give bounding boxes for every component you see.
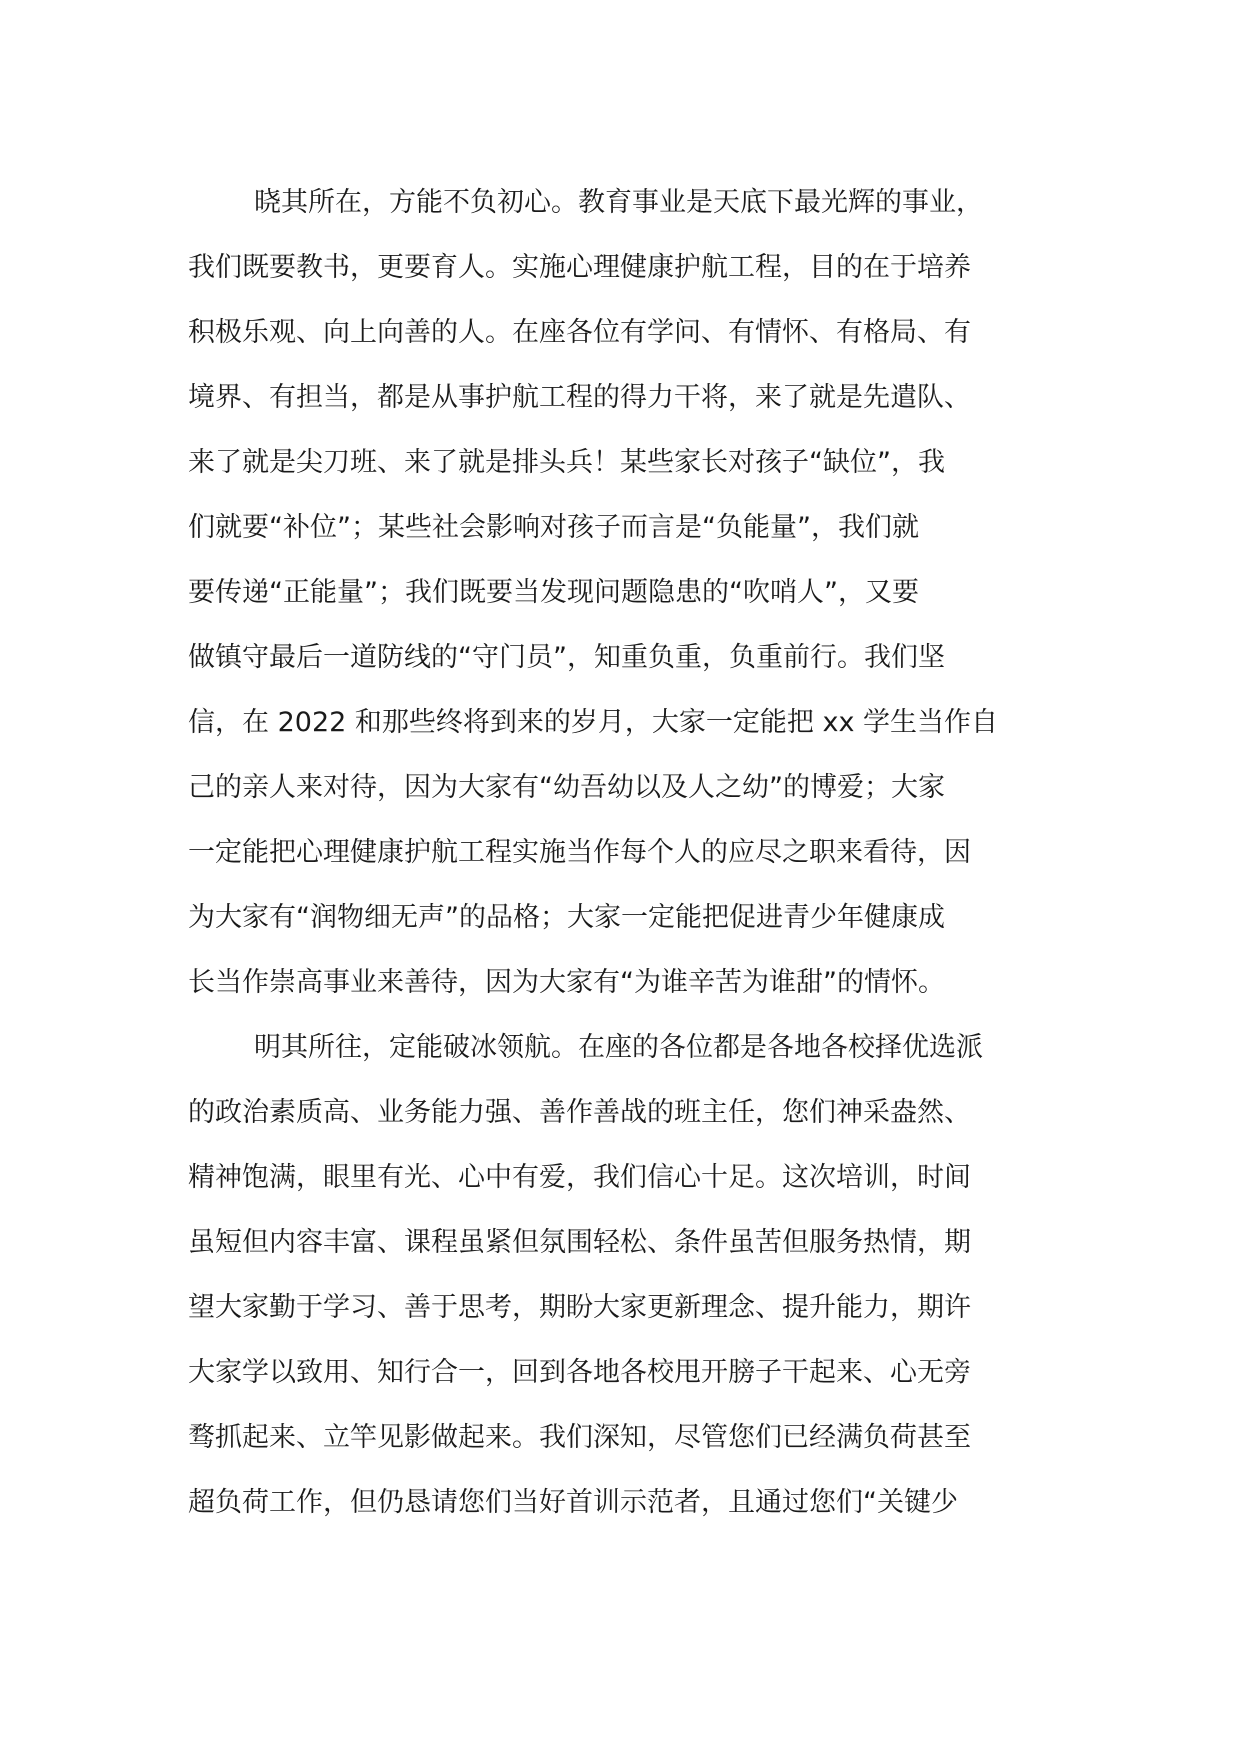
text-line: 超负荷工作，但仍恳请您们当好首训示范者，且通过您们“关键少 — [188, 1487, 958, 1518]
text-line: 我们既要教书，更要育人。实施心理健康护航工程，目的在于培养 — [188, 252, 971, 283]
text-line: 大家学以致用、知行合一，回到各地各校甩开膀子干起来、心无旁 — [188, 1357, 971, 1388]
text-line: 的政治素质高、业务能力强、善作善战的班主任，您们神采盎然、 — [188, 1097, 971, 1128]
text-line: 望大家勤于学习、善于思考，期盼大家更新理念、提升能力，期许 — [188, 1292, 971, 1323]
text-line: 骛抓起来、立竿见影做起来。我们深知，尽管您们已经满负荷甚至 — [188, 1422, 971, 1453]
text-line: 境界、有担当，都是从事护航工程的得力干将，来了就是先遣队、 — [188, 382, 971, 413]
text-line: 们就要“补位”；某些社会影响对孩子而言是“负能量”，我们就 — [188, 512, 919, 543]
text-line: 己的亲人来对待，因为大家有“幼吾幼以及人之幼”的博爱；大家 — [188, 772, 945, 803]
paragraph-1 — [188, 170, 1058, 1015]
text-line: 明其所往，定能破冰领航。在座的各位都是各地各校择优选派 — [254, 1032, 983, 1063]
text-line: 晓其所在，方能不负初心。教育事业是天底下最光辉的事业， — [254, 187, 983, 218]
text-line: 为大家有“润物细无声”的品格；大家一定能把促进青少年健康成 — [188, 902, 945, 933]
text-line: 长当作崇高事业来善待，因为大家有“为谁辛苦为谁甜”的情怀。 — [188, 967, 945, 998]
document-body — [188, 170, 1058, 1535]
text-line: 积极乐观、向上向善的人。在座各位有学问、有情怀、有格局、有 — [188, 317, 971, 348]
text-line: 精神饱满，眼里有光、心中有爱，我们信心十足。这次培训，时间 — [188, 1162, 971, 1193]
text-line: 虽短但内容丰富、课程虽紧但氛围轻松、条件虽苦但服务热情，期 — [188, 1227, 971, 1258]
text-line: 一定能把心理健康护航工程实施当作每个人的应尽之职来看待，因 — [188, 837, 971, 868]
text-line: 做镇守最后一道防线的“守门员”，知重负重，负重前行。我们坚 — [188, 642, 945, 673]
paragraph-2 — [188, 1015, 1058, 1535]
text-line: 信，在 2022 和那些终将到来的岁月，大家一定能把 xx 学生当作自 — [188, 707, 998, 738]
text-line: 要传递“正能量”；我们既要当发现问题隐患的“吹哨人”，又要 — [188, 577, 919, 608]
text-line: 来了就是尖刀班、来了就是排头兵！某些家长对孩子“缺位”，我 — [188, 447, 945, 478]
